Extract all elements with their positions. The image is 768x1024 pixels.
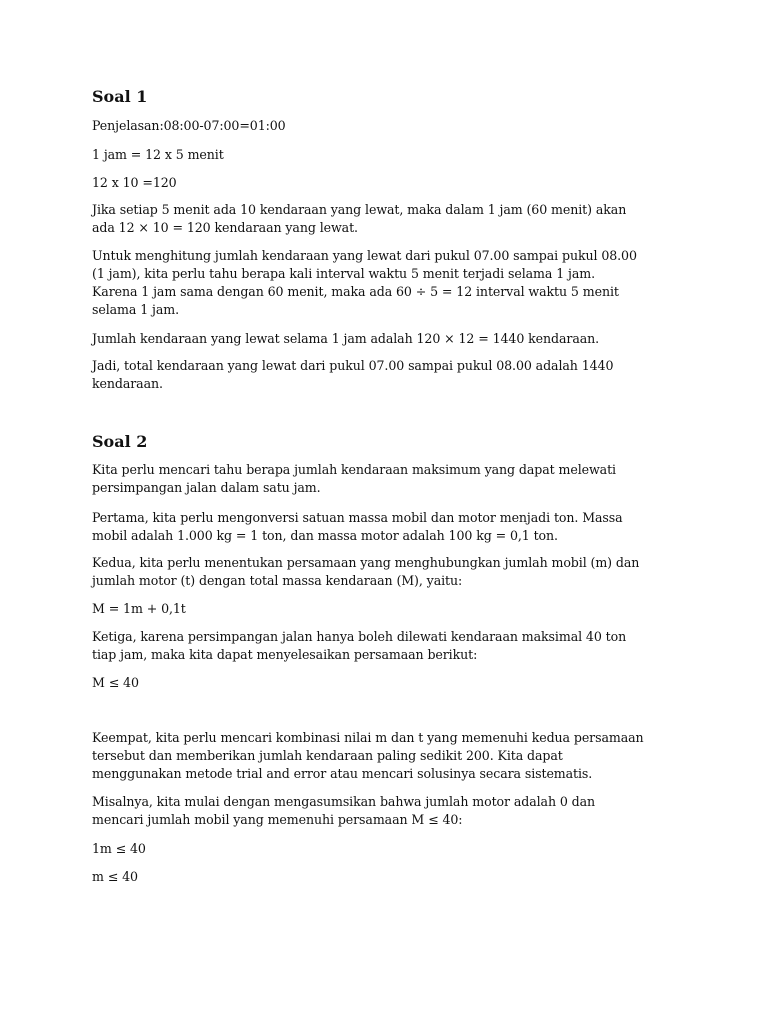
text-line: Jumlah kendaraan yang lewat selama 1 jam adalah 120 × 12 = 1440 kendaraan. [92,331,600,346]
text-line: kendaraan. [92,376,163,391]
text-line: Keempat, kita perlu mencari kombinasi nilai m dan t yang memenuhi kedua persamaan [92,730,644,745]
text-line: Ketiga, karena persimpangan jalan hanya boleh dilewati kendaraan maksimal 40 ton [92,629,627,644]
paragraph-untuk [92,247,692,319]
paragraph-misalnya [92,793,692,829]
text-line: 1m ≤ 40 [92,841,146,856]
text-line: tersebut dan memberikan jumlah kendaraan paling sedikit 200. Kita dapat [92,748,563,763]
equation-1m [92,840,692,858]
equation-m-40 [92,868,692,886]
calc-line [92,174,692,192]
text-line: mobil adalah 1.000 kg = 1 ton, dan massa motor adalah 100 kg = 0,1 ton. [92,528,558,543]
text-line: persimpangan jalan dalam satu jam. [92,480,321,495]
jam-line [92,146,692,164]
text-line: Misalnya, kita mulai dengan mengasumsikan bahwa jumlah motor adalah 0 dan [92,794,596,809]
text-line: jumlah motor (t) dengan total massa kendaraan (M), yaitu: [92,573,463,588]
text-line: M ≤ 40 [92,675,139,690]
paragraph-jika [92,201,692,237]
text-line: M = 1m + 0,1t [92,601,186,616]
text-line: 12 x 10 =120 [92,175,177,190]
equation-m [92,600,692,618]
text-line: Untuk menghitung jumlah kendaraan yang lewat dari pukul 07.00 sampai pukul 08.00 [92,248,637,263]
text-line: Penjelasan:08:00-07:00=01:00 [92,118,286,133]
soal-2-heading: Soal 2 [92,432,148,451]
text-line: m ≤ 40 [92,869,138,884]
paragraph-kedua [92,554,692,590]
text-line: Karena 1 jam sama dengan 60 menit, maka ada 60 ÷ 5 = 12 interval waktu 5 menit [92,284,619,299]
text-line: menggunakan metode trial and error atau mencari solusinya secara sistematis. [92,766,593,781]
equation-le-40 [92,674,692,692]
text-line: Jika setiap 5 menit ada 10 kendaraan yang lewat, maka dalam 1 jam (60 menit) akan [92,202,627,217]
text-line: ada 12 × 10 = 120 kendaraan yang lewat. [92,220,358,235]
text-line: selama 1 jam. [92,302,179,317]
paragraph-pertama [92,509,692,545]
paragraph-kita [92,461,692,497]
penjelasan-line [92,117,692,135]
text-line: Jadi, total kendaraan yang lewat dari pukul 07.00 sampai pukul 08.00 adalah 1440 [92,358,614,373]
text-line: mencari jumlah mobil yang memenuhi persamaan M ≤ 40: [92,812,463,827]
soal-1-heading: Soal 1 [92,87,148,106]
paragraph-jadi [92,357,692,393]
text-line: Kita perlu mencari tahu berapa jumlah kendaraan maksimum yang dapat melewati [92,462,616,477]
text-line: 1 jam = 12 x 5 menit [92,147,224,162]
text-line: tiap jam, maka kita dapat menyelesaikan persamaan berikut: [92,647,478,662]
text-line: Pertama, kita perlu mengonversi satuan massa mobil dan motor menjadi ton. Massa [92,510,623,525]
paragraph-keempat [92,729,692,783]
text-line: (1 jam), kita perlu tahu berapa kali interval waktu 5 menit terjadi selama 1 jam. [92,266,595,281]
text-line: Kedua, kita perlu menentukan persamaan yang menghubungkan jumlah mobil (m) dan [92,555,640,570]
paragraph-ketiga [92,628,692,664]
paragraph-jumlah [92,330,692,348]
